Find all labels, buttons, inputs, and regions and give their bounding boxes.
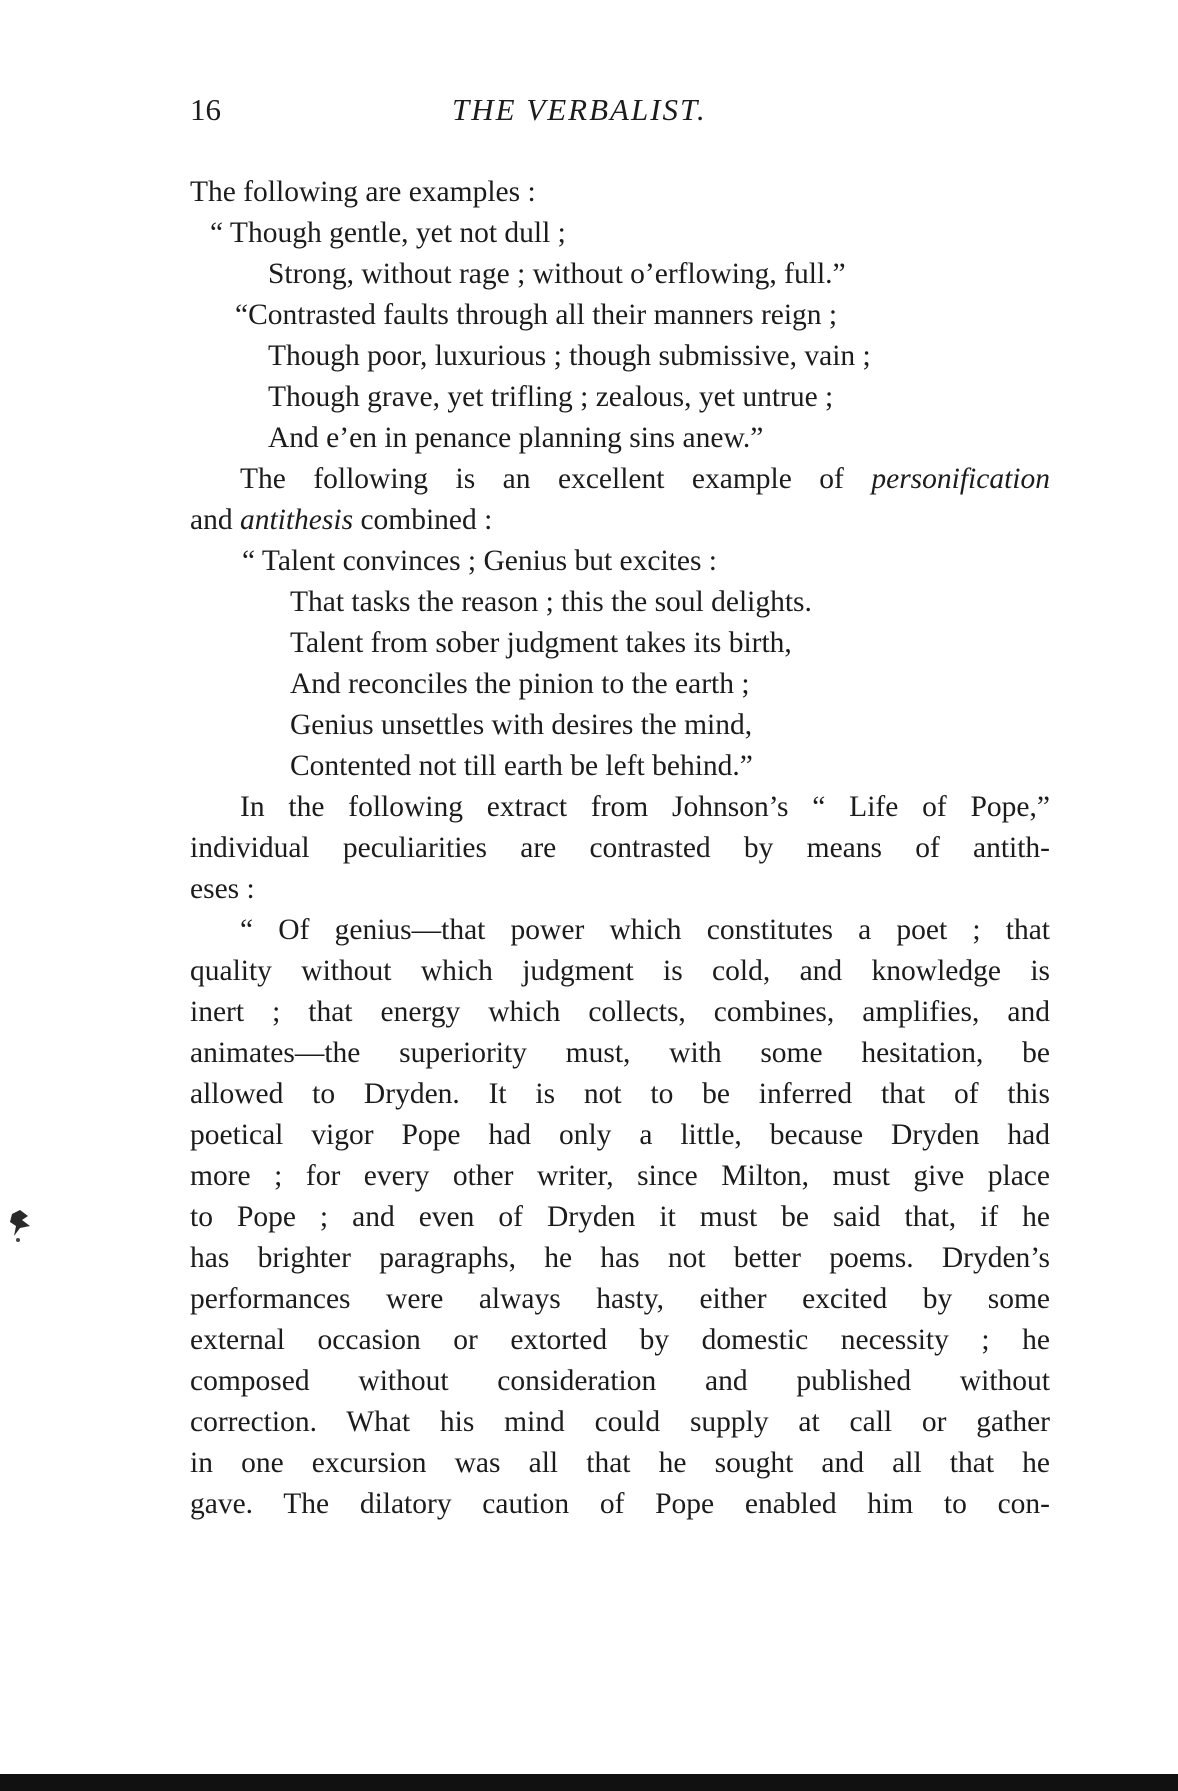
verse-line: Talent from sober judgment takes its birth, <box>290 627 792 659</box>
quote-line: gave. The dilatory caution of Pope enabled him to con- <box>190 1488 1050 1520</box>
quote-line: “ Of genius—that power which constitutes a poet ; that <box>240 914 1050 946</box>
verse-line: That tasks the reason ; this the soul delights. <box>290 586 812 618</box>
scan-edge-rule <box>0 1774 1178 1791</box>
verse-line: Contented not till earth be left behind.” <box>290 750 753 782</box>
quote-line: has brighter paragraphs, he has not better poems. Dryden’s <box>190 1242 1050 1274</box>
page-header <box>190 92 1050 136</box>
paragraph-line <box>190 500 1050 541</box>
paragraph-line: individual peculiarities are contrasted by means of antith- <box>190 832 1050 864</box>
verse-line: And reconciles the pinion to the earth ; <box>290 668 750 700</box>
verse-line: “Contrasted faults through all their manners reign ; <box>235 299 838 331</box>
quote-line: correction. What his mind could supply at call or gather <box>190 1406 1050 1438</box>
paragraph-line: eses : <box>190 873 255 905</box>
quote-line: more ; for every other writer, since Milton, must give place <box>190 1160 1050 1192</box>
paragraph-text: and <box>190 504 240 536</box>
paragraph-text: The following is an excellent example of <box>240 463 872 495</box>
verse-line: “ Though gentle, yet not dull ; <box>210 217 566 249</box>
quote-line: animates—the superiority must, with some hesitation, be <box>190 1037 1050 1069</box>
running-title: THE VERBALIST. <box>452 92 707 127</box>
emphasis-antithesis: antithesis <box>239 504 354 536</box>
paragraph-line: In the following extract from Johnson’s “ Life of Pope,” <box>240 791 1050 823</box>
verse-line: Strong, without rage ; without o’erflowing, full.” <box>268 258 846 290</box>
quote-line: to Pope ; and even of Dryden it must be said that, if he <box>190 1201 1050 1233</box>
verse-line: “ Talent convinces ; Genius but excites : <box>242 545 717 577</box>
quote-line: inert ; that energy which collects, combines, amplifies, and <box>190 996 1050 1028</box>
quote-line: composed without consideration and published without <box>190 1365 1050 1397</box>
paragraph-line <box>190 459 1050 500</box>
page-number: 16 <box>190 92 221 127</box>
paragraph-text: combined : <box>353 504 493 536</box>
intro-line: The following are examples : <box>190 176 536 208</box>
ink-speck-icon <box>8 1206 32 1246</box>
verse-line: Genius unsettles with desires the mind, <box>290 709 753 741</box>
quote-line: in one excursion was all that he sought and all that he <box>190 1447 1050 1479</box>
quote-line: quality without which judgment is cold, and knowledge is <box>190 955 1050 987</box>
verse-line: Though poor, luxurious ; though submissive, vain ; <box>268 340 871 372</box>
quote-line: poetical vigor Pope had only a little, because Dryden had <box>190 1119 1050 1151</box>
quote-line: external occasion or extorted by domestic necessity ; he <box>190 1324 1050 1356</box>
emphasis-personification: personification <box>871 463 1050 495</box>
body-text <box>190 172 1050 1525</box>
verse-line: And e’en in penance planning sins anew.” <box>268 422 764 454</box>
verse-line: Though grave, yet trifling ; zealous, yet untrue ; <box>268 381 834 413</box>
quote-line: performances were always hasty, either excited by some <box>190 1283 1050 1315</box>
quote-line: allowed to Dryden. It is not to be inferred that of this <box>190 1078 1050 1110</box>
